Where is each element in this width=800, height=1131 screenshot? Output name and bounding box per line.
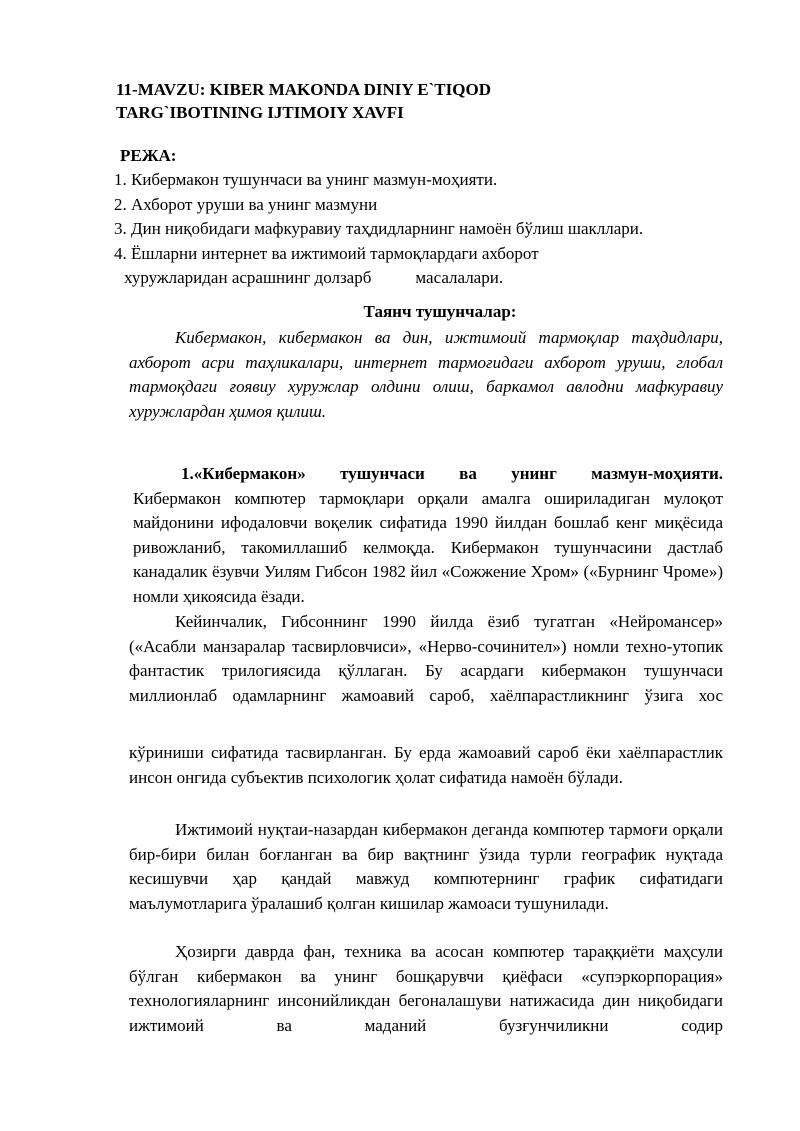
keywords-heading: Таянч тушунчалар: <box>363 302 517 321</box>
plan-heading: РЕЖА: <box>120 146 177 165</box>
plan-item-4-continuation <box>114 266 643 291</box>
plan-item-2: 2. Ахборот уруши ва унинг мазмуни <box>114 194 378 214</box>
keywords-text: Кибермакон, кибермакон ва дин, ижтимоий тармоқлар таҳдидлари, ахборот асри таҳликалари, интернет тармоғидаги ахборот уруши, глобал тармоқдаги ғоявиу хуружлар олдини олиш, баркамол авлодни мафкуравиу хуружлардан ҳимоя қилиш. <box>129 328 723 421</box>
plan-item-4: 4. Ёшларни интернет ва ижтимоий тармоқлардаги ахборот <box>114 243 539 263</box>
plan-item-4-cont-b: масалалари. <box>415 268 504 287</box>
paragraph-5: Ҳозирги даврда фан, техника ва асосан компютер тараққиёти маҳсули бўлган кибермакон ва унинг бошқарувчи қиёфаси «супэркорпорация» технологияларнинг инсонийликдан бегоналашуви натижасида дин ниқобидаги ижтимоий ва маданий бузғунчиликни содир <box>129 942 723 1035</box>
section-1-text: Кибермакон компютер тармоқлари орқали амалга ошириладиган мулоқот майдонини ифодаловчи воқелик сифатида 1990 йилдан бошлаб кенг миқёсида ривожланиб, такомиллашиб келмоқда. Кибермакон тушунчасини дастлаб канадалик ёзувчи Уилям Гибсон 1982 йил «Сожжение Хром» («Бурнинг Чроме») номли ҳикоясида ёзади. <box>133 488 723 606</box>
section-1-heading: 1.«Кибермакон» тушунчаси ва унинг мазмун-моҳияти. <box>181 464 723 483</box>
paragraph-2: Кейинчалик, Гибсоннинг 1990 йилда ёзиб тугатган «Нейромансер» («Асабли манзаралар тасвирловчиси», «Нерво-сочинител») номли техно-утопик фантастик трилогиясида қўллаган. Бу асардаги кибермакон тушунчаси миллионлаб одамларнинг жамоавий сароб, хаёлпарастликнинг ўзига хос <box>129 612 723 705</box>
paragraph-3: кўриниши сифатида тасвирланган. Бу ерда жамоавий сароб ёки хаёлпарастлик инсон онгида субъектив психологик ҳолат сифатида намоён бўлади. <box>129 743 723 787</box>
plan-item-1: 1. Кибермакон тушунчаси ва унинг мазмун-моҳияти. <box>114 170 498 189</box>
plan-item-4-cont-a: хуружларидан асрашнинг долзарб <box>124 268 372 287</box>
title-line-1: 11-MAVZU: KIBER MAKONDA DINIY E`TIQOD <box>116 80 491 99</box>
section-1 <box>133 462 723 609</box>
document-title <box>116 78 491 124</box>
plan-item-3: 3. Дин ниқобидаги мафкуравиу таҳдидларнинг намоён бўлиш шакллари. <box>114 219 644 238</box>
plan-list <box>114 168 643 291</box>
paragraph-4: Ижтимоий нуқтаи-назардан кибермакон деганда компютер тармоғи орқали бир-бири билан боғланган ва бир вақтнинг ўзида турли географик нуқтада кесишувчи ҳар қандай мавжуд компютернинг график сифатидаги маълумотларига ўралашиб қолган кишилар жамоаси тушунилади. <box>129 820 723 913</box>
title-line-2: TARG`IBOTINING IJTIMOIY XAVFI <box>116 103 404 122</box>
